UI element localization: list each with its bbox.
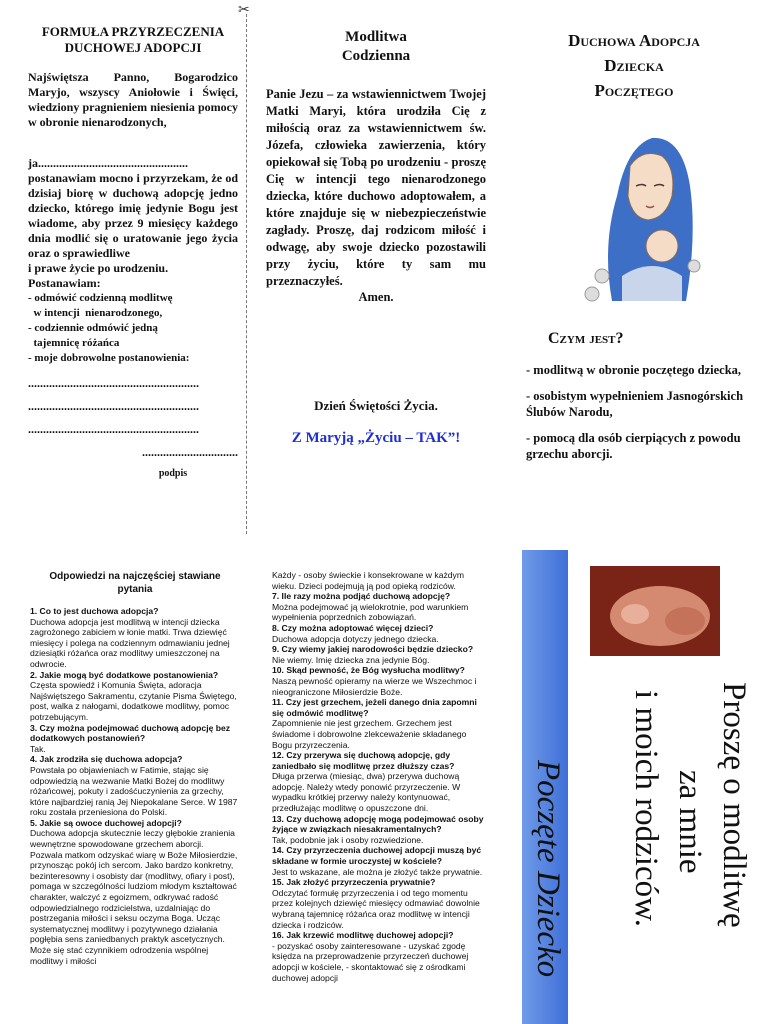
cover-text: i moich rodziców. [628, 690, 664, 928]
dotted-line: ......................................................... [28, 376, 199, 390]
vow-item: w intencji nienarodzonego, [28, 307, 163, 319]
faq-answer: Jest to wskazane, ale można je złożyć także prywatnie. [272, 866, 483, 877]
dotted-line: ......................................................... [28, 422, 199, 436]
faq-answer: Naszą pewność opieramy na wierze we Wszechmoc i nieograniczone Miłosierdzie Boże. [272, 675, 477, 697]
madonna-image [582, 126, 702, 306]
faq-answer: Można podejmować ją wielokrotnie, pod warunkiem wypełnienia poprzednich zobowiązań. [272, 601, 469, 623]
faq-question: 13. Czy duchową adopcję mogą podejmować osoby żyjące w związkach niesakramentalnych? [272, 813, 484, 835]
faq-answer: Zapomnienie nie jest grzechem. Grzechem jest świadome i dobrowolne zlekceważenie składanego Bogu przyrzeczenia. [272, 718, 467, 750]
brochure-title [528, 28, 740, 103]
what-is-list [526, 362, 751, 472]
faq-answer: Tak. [30, 743, 46, 754]
faq-question: 5. Jakie są owoce duchowej adopcji? [30, 817, 182, 828]
faq-answer: Duchowa adopcja jest modlitwą w intencji dziecka zagrożonego zabiciem w łonie matki. Trwa dziewięć miesięcy i polega na codziennym odmawianiu jednej dziesiątki różańca oraz modlitwy umieszczonej na odwrocie. [30, 616, 230, 669]
prayer-amen: Amen. [358, 290, 394, 304]
vow-item: tajemnicę różańca [28, 337, 120, 349]
vow-text-end: i prawe życie po urodzeniu. [28, 261, 169, 275]
vow-item: - moje dobrowolne postanowienia: [28, 352, 190, 364]
faq-question: 3. Czy można podejmować duchową adopcję bez dodatkowych postanowień? [30, 722, 231, 744]
faq-question: 2. Jakie mogą być dodatkowe postanowienia? [30, 669, 219, 680]
signature-line: ................................ [142, 445, 238, 459]
scissors-icon: ✂ [238, 2, 250, 18]
faq-answer: Duchowa adopcja skutecznie leczy głębokie zranienia wewnętrzne spowodowane grzechem aborcji. Pozwala matkom odzyskać wiarę w Boże Miłosierdzie, przynosząc pokój ich sercom. Jako bardzo konkretny, bezinteresowny i osobisty dar (modlitwy, ofiary i post), pomaga w szczególności ludziom młodym kształtować charakter, walczyć z egoizmem, odkrywać radość odpowiedzialnego rodzicielstwa, uzdalniając do postrzegania miłości i seksu oczyma Boga. Ucząc systematycznej modlitwy i pozytywnego działania pogłębia sens zaniedbanych praktyk ascetycznych. Może się stać czynnikiem odrodzenia wspólnej modlitwy i miłości [30, 828, 238, 966]
faq-question: 16. Jak krzewić modlitwę duchowej adopcji? [272, 930, 454, 941]
faq-answer: Każdy - osoby świeckie i konsekrowane w każdym wieku. Dzieci podejmują ją pod opieką rodziców. [272, 570, 465, 591]
vow-postanawiam: Postanawiam: [28, 276, 101, 290]
faq-question: 1. Co to jest duchowa adopcja? [30, 606, 159, 616]
faq-question: 8. Czy można adoptować więcej dzieci? [272, 622, 434, 633]
faq-answer: - pozyskać osoby zainteresowane - uzyskać zgodę księdza na przeprowadzenie przyrzeczeń duchowej adopcji w kościele, - skontaktować się z ośrodkami duchowej adopcji [272, 940, 469, 983]
faq-question: 15. Jak złożyć przyrzeczenia prywatnie? [272, 877, 436, 888]
vow-ja-line: ja.................................................. [28, 156, 188, 170]
faq-question: 9. Czy wiemy jakiej narodowości będzie dziecko? [272, 644, 474, 655]
faq-question: 7. Ile razy można podjąć duchową adopcję? [272, 591, 451, 602]
sanctity-day: Dzień Świętości Życia. [314, 398, 438, 413]
cover-text: za mnie [672, 770, 708, 874]
brochure-title-line: Dziecka [604, 56, 664, 75]
prayer-panel [266, 28, 486, 305]
signature-label: podpis [158, 468, 188, 479]
vow-intro: Najświętsza Panno, Bogarodzico Maryjo, wszyscy Aniołowie i Święci, wiedziony pragnieniem niesienia pomocy w obronie nienarodzonych, [28, 70, 238, 129]
prayer-title: Modlitwa Codzienna [341, 29, 411, 64]
faq-question: 12. Czy przerywa się duchową adopcję, gdy zaniedbało się modlitwę przez dłuższy czas? [272, 750, 455, 771]
list-item: - modlitwą w obronie poczętego dziecka, [526, 363, 742, 377]
faq-answer: Długa przerwa (miesiąc, dwa) przerywa duchową adopcję. Należy wtedy ponowić przyrzeczenie. W wypadku krótkiej przerwy należy kontynuować, przedłużając modlitwę o opuszczone dni. [272, 771, 461, 814]
vow-title: FORMUŁA PRZYRZECZENIA DUCHOWEJ ADOPCJI [41, 24, 225, 55]
faq-answer: Tak, podobnie jak i osoby rozwiedzione. [272, 834, 424, 845]
faq-answer: Duchowa adopcja dotyczy jednego dziecka. [272, 633, 439, 644]
dotted-line: ......................................................... [28, 399, 199, 413]
faq-question: 14. Czy przyrzeczenia duchowej adopcji muszą być składane w formie uroczystej w kościele? [272, 845, 482, 867]
faq-column [272, 570, 484, 983]
faq-title: Odpowiedzi na najczęściej stawiane pytania [49, 571, 221, 595]
faq-column [30, 606, 238, 966]
faq-answer: Częsta spowiedź i Komunia Święta, adoracja Najświętszego Sakramentu, czytanie Pisma Świętego, post, walka z nałogami, dodatkowe modlitwy, pomoc potrzebującym. [30, 680, 237, 722]
brochure-title-line: Duchowa Adopcja [568, 31, 700, 50]
what-is-heading: Czym jest? [548, 330, 624, 347]
cover-text: Proszę o modlitwę [716, 682, 752, 928]
faq-question: 10. Skąd pewność, że Bóg wysłucha modlitwy? [272, 665, 465, 676]
faq-question: 4. Jak zrodziła się duchowa adopcja? [30, 754, 183, 765]
list-item: - osobistym wypełnieniem Jasnogórskich Ślubów Narodu, [526, 389, 744, 419]
cover-text-italic: Poczęte Dziecko [530, 760, 566, 978]
vow-item: - codziennie odmówić jedną [28, 322, 158, 334]
cut-line [246, 14, 247, 534]
prayer-text: Panie Jezu – za wstawiennictwem Twojej Matki Maryi, która urodziła Cię z miłością oraz za wstawiennictwem św. Józefa, człowieka zawierzenia, który opiekował się Tobą po urodzeniu - proszę Cię w intencji tego nienarodzonego dziecka, które duchowo adoptowałem, a które znajduje się w niebezpieczeństwie zagłady. Proszę, daj rodzicom miłość i odwagę, aby swoje dziecko pozostawili przy życiu, które ty sam mu przeznaczyłeś. [266, 87, 486, 288]
list-item: - pomocą dla osób cierpiących z powodu grzechu aborcji. [526, 431, 741, 461]
faq-answer: Powstała po objawieniach w Fatimie, stając się odpowiedzią na wezwanie Matki Bożej do modlitwy różańcowej, pokuty i zadośćuczynienia za grzechy, które najbardziej ranią Jej Niepokalane Serce. W 1987 roku została przeniesiona do Polski. [30, 764, 238, 818]
vow-text: postanawiam mocno i przyrzekam, że od dzisiaj biorę w duchową adopcję jedno dziecko, którego imię jedynie Bogu jest wiadome, aby przez 9 miesięcy każdego dnia modlić się o uratowanie jego życia oraz o sprawiedliwe [28, 171, 238, 260]
faq-answer: Nie wiemy. Imię dziecka zna jedynie Bóg. [272, 654, 430, 665]
vow-panel [28, 24, 238, 481]
faq-answer: Odczytać formułę przyrzeczenia i od tego momentu przez kolejnych dziewięć miesięcy odmawiać dowolnie wybraną tajemnicę różańca oraz modlitwę w intencji dziecka i rodziców. [272, 887, 480, 930]
brochure-title-line: Poczętego [594, 81, 674, 100]
slogan: Z Maryją „Życiu – TAK”! [291, 430, 461, 446]
faq-question: 11. Czy jest grzechem, jeżeli danego dnia zapomni się odmówić modlitwę? [272, 697, 477, 718]
baby-photo [590, 566, 720, 656]
vow-item: - odmówić codzienną modlitwę [28, 292, 173, 304]
